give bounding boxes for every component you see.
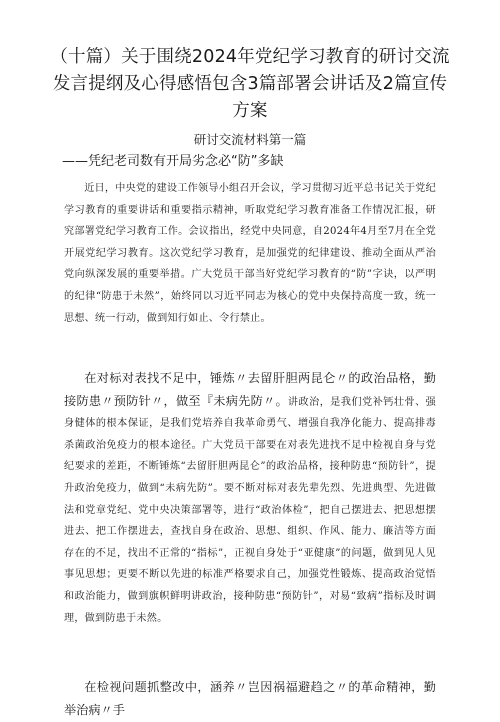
document-title: （十篇）关于围绕2024年党纪学习教育的研讨交流发言提纲及心得感悟包含3篇部署会讲话及2篇宣传方案 bbox=[50, 47, 450, 121]
paragraph-body: 讲政治，是我们党补钙壮骨、强身健体的根本保证，是我们党培养自我革命勇气、增强自我净化能力、提高排毒杀菌政治免疫力的根本途径。广大党员干部要在对表先进找不足中检视自身与党纪要求的差距，不断锤炼“去留肝胆两昆仑”的政治品格，接种防患“预防针”，提升政治免疫力，做到“未病先防”。要不断对标对表先辈先烈、先进典型、先进做法和党章党纪、党中央决策部署等，进行“政治体检”，把自己摆进去、把思想摆进去、把工作摆进去，查找自身在政治、思想、组织、作风、能力、廉洁等方面存在的不足，找出不正常的“指标”，正视自身处于“亚健康”的问题，做到见人见事见思想；更要不断以先进的标准严格要求自己，加强党性锻炼、提高政治觉悟和政治能力，做到旗帜鲜明讲政治，接种防患“预防针”，对易“致病”指标及时调理，做到防患于未然。 bbox=[64, 396, 437, 624]
paragraph-rectification bbox=[64, 677, 436, 722]
paragraph-political bbox=[64, 368, 436, 629]
section-title: 研讨交流材料第一篇 bbox=[193, 132, 307, 147]
paragraph-intro: 近日，中央党的建设工作领导小组召开会议，学习贯彻习近平总书记关于党纪学习教育的重要讲话和重要指示精神，听取党纪学习教育准备工作情况汇报，研究部署党纪学习教育工作。会议指出，经党中央同意，自2024年4月至7月在全党开展党纪学习教育。这次党纪学习教育，是加强党的纪律建设、推动全面从严治党向纵深发展的重要举措。广大党员干部当好党纪学习教育的“防”字诀，以严明的纪律“防患于未然”，始终同以习近平同志为核心的党中央保持高度一致，统一思想、统一行动，做到知行如止、令行禁止。 bbox=[64, 183, 436, 324]
paragraph-heading: 在对标对表找不足中，锤炼〃去留肝胆两昆仑〃的政治品格，勤接防患〃预防针〃，做至『未病先防〃。 bbox=[64, 371, 436, 408]
paragraph-heading: 在检视问题抓整改中，涵养〃岂因祸福避趋之〃的革命精神，勤举治病〃手 bbox=[64, 680, 436, 717]
section-subtitle: ——凭纪老司数有开局劣念必“防”多缺 bbox=[62, 154, 284, 169]
